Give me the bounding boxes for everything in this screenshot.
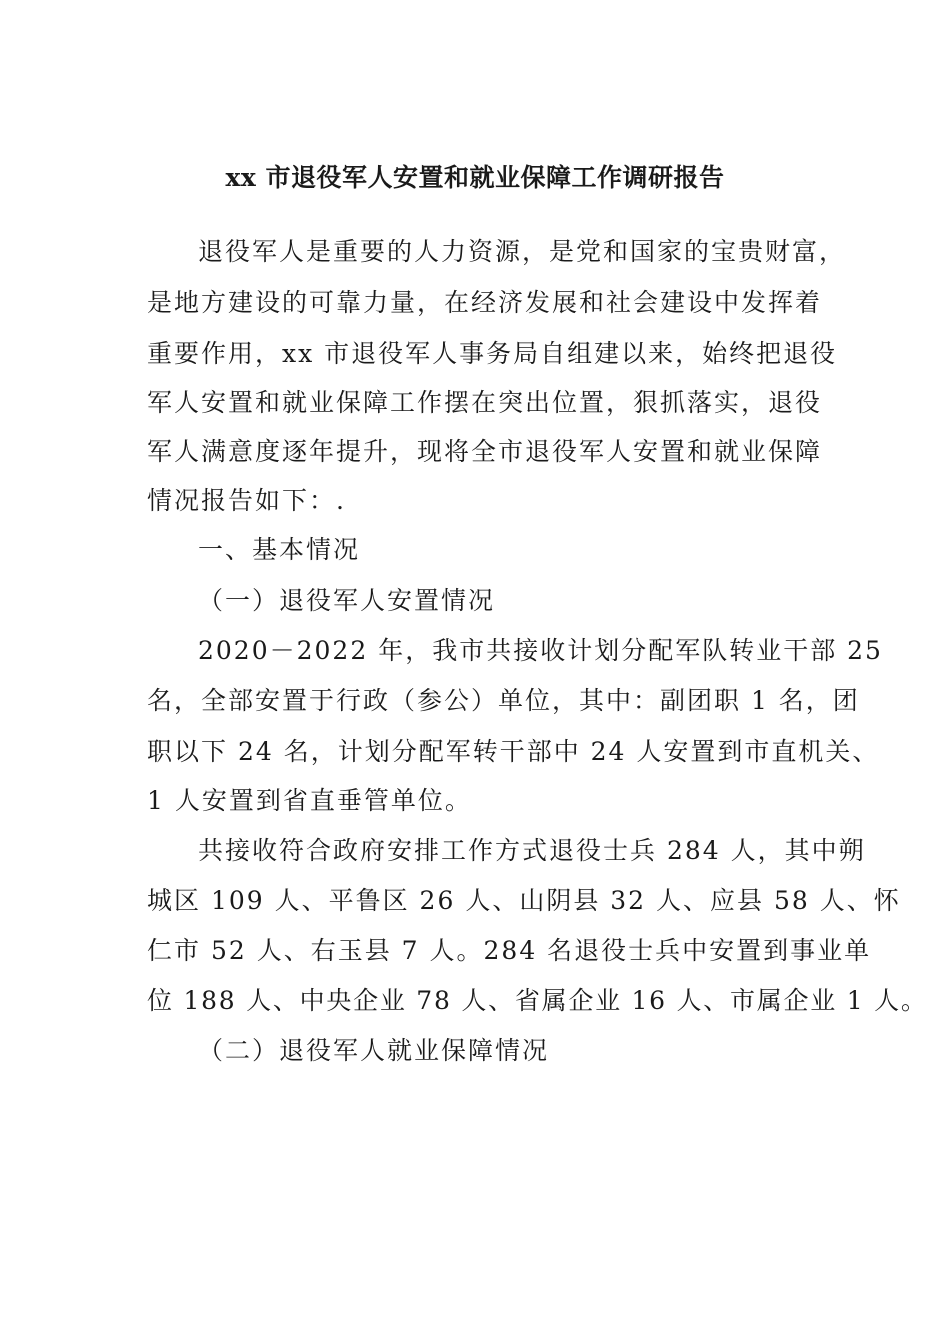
intro-line-5: 军人满意度逐年提升，现将全市退役军人安置和就业保障 [147,437,823,466]
intro-line-6: 情况报告如下：. [147,486,346,515]
placement-para-line-1: 2020－2022 年，我市共接收计划分配军队转业干部 25 [198,636,883,665]
soldier-para-line-3: 仁市 52 人、右玉县 7 人。284 名退役士兵中安置到事业单 [147,936,872,965]
placement-para-line-4: 1 人安置到省直垂管单位。 [147,786,472,815]
soldier-para-line-4: 位 188 人、中央企业 78 人、省属企业 16 人、市属企业 1 人。 [147,986,928,1015]
document-title: xx 市退役军人安置和就业保障工作调研报告 [225,163,725,192]
placement-para-line-2: 名，全部安置于行政（参公）单位，其中：副团职 1 名，团 [147,686,860,715]
soldier-para-line-2: 城区 109 人、平鲁区 26 人、山阴县 32 人、应县 58 人、怀 [147,886,901,915]
intro-line-1: 退役军人是重要的人力资源，是党和国家的宝贵财富， [198,237,847,266]
intro-line-3: 重要作用，xx 市退役军人事务局自组建以来，始终把退役 [147,339,838,368]
section-heading-basic: 一、基本情况 [198,535,361,564]
subsection-heading-employment: （二）退役军人就业保障情况 [198,1036,550,1065]
placement-para-line-3: 职以下 24 名，计划分配军转干部中 24 人安置到市直机关、 [147,737,880,766]
soldier-para-line-1: 共接收符合政府安排工作方式退役士兵 284 人，其中朔 [198,836,866,865]
intro-line-4: 军人安置和就业保障工作摆在突出位置，狠抓落实，退役 [147,388,823,417]
subsection-heading-placement: （一）退役军人安置情况 [198,586,496,615]
intro-line-2: 是地方建设的可靠力量，在经济发展和社会建设中发挥着 [147,288,823,317]
